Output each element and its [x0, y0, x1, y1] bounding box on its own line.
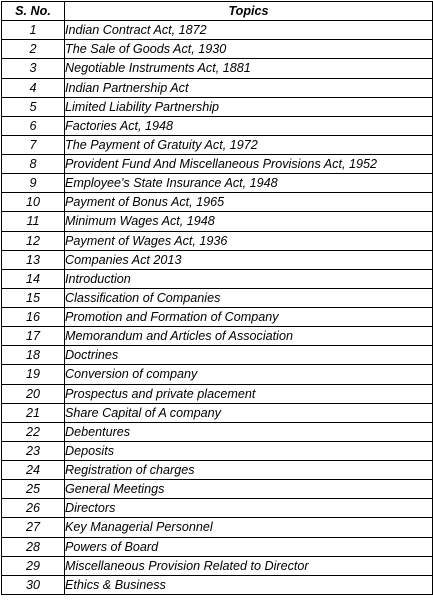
table-row [2, 518, 433, 537]
topics-column-header: Topics [65, 2, 433, 21]
topic-cell: Conversion of company [65, 365, 433, 384]
serial-number-cell: 25 [2, 480, 65, 499]
table-row [2, 21, 433, 40]
table-row [2, 97, 433, 116]
serial-number-cell: 29 [2, 556, 65, 575]
table-row [2, 174, 433, 193]
table-body [2, 21, 433, 595]
serial-number-cell: 15 [2, 288, 65, 307]
table-row [2, 537, 433, 556]
topic-cell: Classification of Companies [65, 288, 433, 307]
topic-cell: Directors [65, 499, 433, 518]
serial-number-cell: 4 [2, 78, 65, 97]
table-row [2, 441, 433, 460]
topic-cell: Limited Liability Partnership [65, 97, 433, 116]
serial-number-cell: 3 [2, 59, 65, 78]
topic-cell: The Payment of Gratuity Act, 1972 [65, 135, 433, 154]
serial-number-cell: 27 [2, 518, 65, 537]
table-row [2, 78, 433, 97]
table-row [2, 575, 433, 594]
table-row [2, 288, 433, 307]
serial-number-cell: 21 [2, 403, 65, 422]
topic-cell: Negotiable Instruments Act, 1881 [65, 59, 433, 78]
topic-cell: Companies Act 2013 [65, 250, 433, 269]
topic-cell: Doctrines [65, 346, 433, 365]
serial-number-cell: 16 [2, 308, 65, 327]
serial-number-cell: 22 [2, 422, 65, 441]
serial-number-cell: 2 [2, 40, 65, 59]
topic-cell: Prospectus and private placement [65, 384, 433, 403]
table-row [2, 365, 433, 384]
serial-number-cell: 1 [2, 21, 65, 40]
table-row [2, 116, 433, 135]
table-row [2, 308, 433, 327]
topic-cell: Registration of charges [65, 461, 433, 480]
serial-number-cell: 26 [2, 499, 65, 518]
serial-number-cell: 28 [2, 537, 65, 556]
table-row [2, 135, 433, 154]
topic-cell: Share Capital of A company [65, 403, 433, 422]
table-header [2, 2, 433, 21]
serial-number-cell: 9 [2, 174, 65, 193]
topic-cell: Payment of Wages Act, 1936 [65, 231, 433, 250]
table-row [2, 59, 433, 78]
table-row [2, 250, 433, 269]
serial-number-cell: 19 [2, 365, 65, 384]
serial-number-cell: 13 [2, 250, 65, 269]
table-row [2, 480, 433, 499]
serial-number-cell: 17 [2, 327, 65, 346]
table-row [2, 327, 433, 346]
serial-number-cell: 18 [2, 346, 65, 365]
header-row [2, 2, 433, 21]
topics-table [1, 1, 433, 595]
topic-cell: Indian Contract Act, 1872 [65, 21, 433, 40]
table-row [2, 155, 433, 174]
serial-number-cell: 24 [2, 461, 65, 480]
topic-cell: Deposits [65, 441, 433, 460]
serial-number-cell: 20 [2, 384, 65, 403]
topic-cell: Debentures [65, 422, 433, 441]
table-row [2, 346, 433, 365]
topic-cell: Promotion and Formation of Company [65, 308, 433, 327]
topic-cell: Powers of Board [65, 537, 433, 556]
table-row [2, 384, 433, 403]
topic-cell: Employee's State Insurance Act, 1948 [65, 174, 433, 193]
topic-cell: Factories Act, 1948 [65, 116, 433, 135]
table-row [2, 212, 433, 231]
table-row [2, 422, 433, 441]
serial-number-cell: 5 [2, 97, 65, 116]
topic-cell: Ethics & Business [65, 575, 433, 594]
topic-cell: Introduction [65, 269, 433, 288]
sno-column-header: S. No. [2, 2, 65, 21]
topic-cell: Miscellaneous Provision Related to Director [65, 556, 433, 575]
topic-cell: Minimum Wages Act, 1948 [65, 212, 433, 231]
topic-cell: Payment of Bonus Act, 1965 [65, 193, 433, 212]
topic-cell: The Sale of Goods Act, 1930 [65, 40, 433, 59]
topic-cell: Indian Partnership Act [65, 78, 433, 97]
topic-cell: Memorandum and Articles of Association [65, 327, 433, 346]
table-row [2, 556, 433, 575]
table-row [2, 40, 433, 59]
serial-number-cell: 30 [2, 575, 65, 594]
serial-number-cell: 8 [2, 155, 65, 174]
table-row [2, 403, 433, 422]
topic-cell: Provident Fund And Miscellaneous Provisions Act, 1952 [65, 155, 433, 174]
table-row [2, 499, 433, 518]
topic-cell: Key Managerial Personnel [65, 518, 433, 537]
serial-number-cell: 7 [2, 135, 65, 154]
serial-number-cell: 14 [2, 269, 65, 288]
table-row [2, 231, 433, 250]
serial-number-cell: 10 [2, 193, 65, 212]
table-row [2, 193, 433, 212]
table-row [2, 461, 433, 480]
serial-number-cell: 11 [2, 212, 65, 231]
serial-number-cell: 12 [2, 231, 65, 250]
topic-cell: General Meetings [65, 480, 433, 499]
table-row [2, 269, 433, 288]
serial-number-cell: 6 [2, 116, 65, 135]
serial-number-cell: 23 [2, 441, 65, 460]
